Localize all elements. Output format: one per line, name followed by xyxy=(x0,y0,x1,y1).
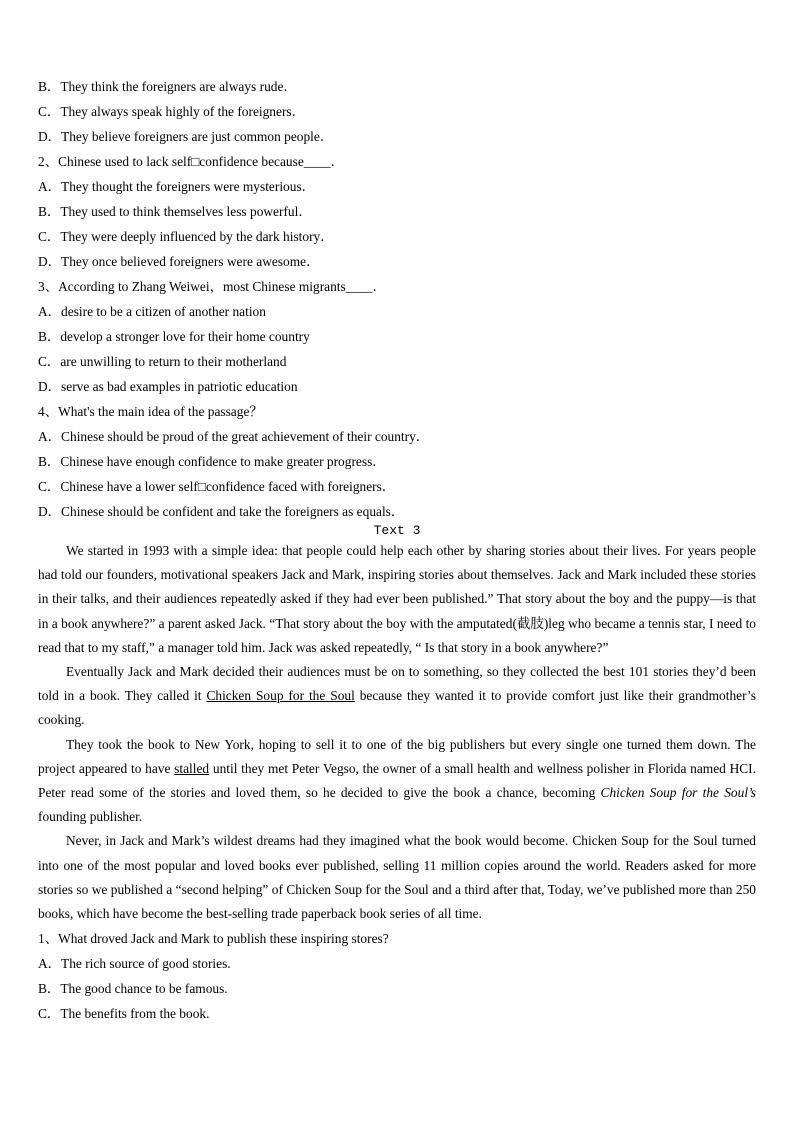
paragraph-text: They took the book to New York, hoping to sell it to one of the big publishers but every single one turned them down. The project appeared to have xyxy=(38,736,756,776)
paragraph-text: Eventually Jack and Mark decided their audiences must be on to something, so they collected the best 101 stories they’d been told in a book. They called it xyxy=(38,664,756,704)
question-line: 3、According to Zhang Weiwei，most Chinese migrants____． xyxy=(38,279,386,294)
passage-paragraph-3 xyxy=(38,733,756,830)
underlined-word: stalled xyxy=(174,760,210,776)
paragraph-text: until they met Peter Vegso, the owner of a small health and wellness polisher in Florida named HCI. Peter read some of the stories and loved them, so he decided to give the book a chance, becoming xyxy=(38,760,756,801)
question-line: 2、Chinese used to lack self□confidence because____． xyxy=(38,154,344,169)
option-line: D．Chinese should be confident and take the foreigners as equals． xyxy=(38,504,405,519)
option-line: C．Chinese have a lower self□confidence faced with foreigners． xyxy=(38,479,396,494)
italic-book-title: Chicken Soup for the Soul’s xyxy=(600,785,756,801)
option-line: C．They were deeply influenced by the dark history． xyxy=(38,229,334,244)
passage-paragraph-4: Never, in Jack and Mark’s wildest dreams had they imagined what the book would become. Chicken Soup for the Soul turned into one of the most popular and loved books ever published, selling 11 million copies around the world. Readers asked for more stories so we published a “second helping” of Chicken Soup for the Soul and a third after that, Today, we’ve published more than 250 books, which have become the best-selling trade paperback book series of all time. xyxy=(38,833,756,922)
option-line: B．develop a stronger love for their home country xyxy=(38,329,310,344)
option-line: A．The rich source of good stories. xyxy=(38,956,231,972)
paragraph-text: founding publisher. xyxy=(38,809,143,825)
option-line: B．They used to think themselves less powerful． xyxy=(38,204,312,219)
option-line: A．They thought the foreigners were mysterious． xyxy=(38,179,316,194)
document-page xyxy=(38,74,756,1026)
option-line: B．The good chance to be famous. xyxy=(38,981,228,997)
option-line: A．desire to be a citizen of another nation xyxy=(38,304,266,319)
option-line: B．Chinese have enough confidence to make greater progress． xyxy=(38,454,386,469)
option-line: C．They always speak highly of the foreigners． xyxy=(38,104,306,119)
option-line: D．serve as bad examples in patriotic education xyxy=(38,379,298,394)
option-line: B．They think the foreigners are always rude． xyxy=(38,79,297,94)
option-line: C．The benefits from the book. xyxy=(38,1006,210,1022)
question-line: 4、What's the main idea of the passage？ xyxy=(38,404,263,419)
question-line: 1、What droved Jack and Mark to publish these inspiring stores? xyxy=(38,931,389,947)
passage-paragraph-1: We started in 1993 with a simple idea: that people could help each other by sharing stories about their lives. For years people had told our founders, motivational speakers Jack and Mark, inspiring stories about themselves. Jack and Mark included these stories in their talks, and their audiences repeatedly asked if they had ever been published.” That story about the boy and the puppy—is that in a book anywhere?” a parent asked Jack. “That story about the boy with the amputated(截肢)leg who became a tennis star, I need to read that to my staff,” a manager told him. Jack was asked repeatedly, “ Is that story in a book anywhere?” xyxy=(38,543,756,655)
option-line: C．are unwilling to return to their motherland xyxy=(38,354,287,369)
paragraph-text: because they wanted it to provide comfort just like their grandmother’s cooking. xyxy=(38,688,756,728)
underlined-book-title: Chicken Soup for the Soul xyxy=(206,688,355,704)
option-line: D．They believe foreigners are just common people． xyxy=(38,129,334,144)
option-line: D．They once believed foreigners were awesome． xyxy=(38,254,320,269)
option-line: A．Chinese should be proud of the great achievement of their country． xyxy=(38,429,430,444)
passage-title: Text 3 xyxy=(373,523,421,538)
passage-paragraph-2 xyxy=(38,660,756,733)
